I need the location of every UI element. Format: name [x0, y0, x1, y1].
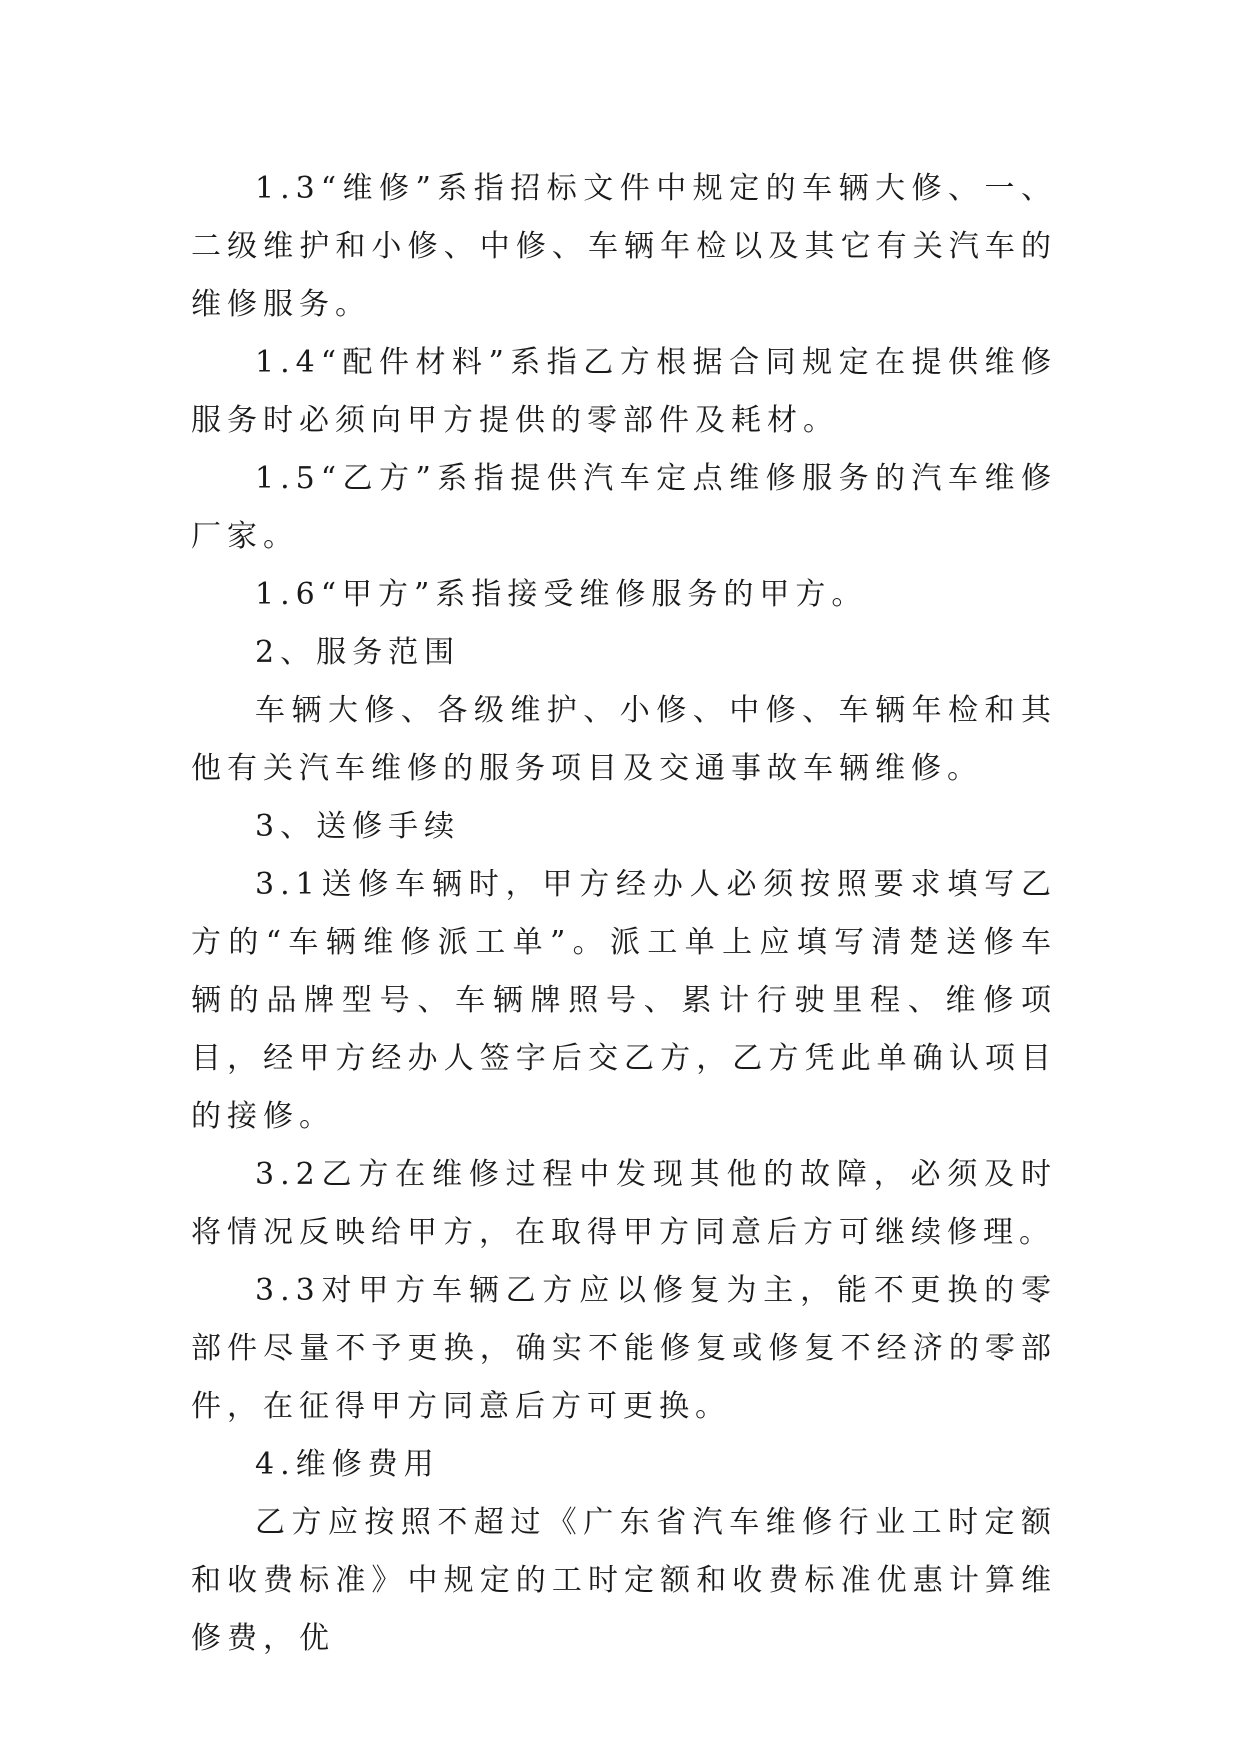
paragraph-3-3-repair-first: 3.3对甲方车辆乙方应以修复为主，能不更换的零部件尽量不予更换，确实不能修复或修复不经济的零部件，在征得甲方同意后方可更换。 — [191, 1273, 1057, 1424]
paragraph-1-5-party-b-definition: 1.5“乙方”系指提供汽车定点维修服务的汽车维修厂家。 — [191, 461, 1057, 554]
heading-repair-fees: 4.维修费用 — [255, 1447, 440, 1482]
paragraph-1-6-party-a-definition: 1.6“甲方”系指接受维修服务的甲方。 — [255, 577, 868, 612]
heading-repair-procedure: 3、送修手续 — [255, 809, 461, 844]
paragraph-3-1-work-order: 3.1送修车辆时，甲方经办人必须按照要求填写乙方的“车辆维修派工单”。派工单上应填写清楚送修车辆的品牌型号、车辆牌照号、累计行驶里程、维修项目，经甲方经办人签字后交乙方，乙方凭此单确认项目的接修。 — [191, 867, 1057, 1134]
heading-service-scope: 2、服务范围 — [255, 635, 461, 670]
paragraph-1-3-repair-definition: 1.3“维修”系指招标文件中规定的车辆大修、一、二级维护和小修、中修、车辆年检以及其它有关汽车的维修服务。 — [191, 171, 1057, 322]
paragraph-3-2-other-faults: 3.2乙方在维修过程中发现其他的故障，必须及时将情况反映给甲方，在取得甲方同意后方可继续修理。 — [191, 1157, 1057, 1250]
paragraph-repair-fees: 乙方应按照不超过《广东省汽车维修行业工时定额和收费标准》中规定的工时定额和收费标准优惠计算维修费，优 — [191, 1505, 1057, 1656]
paragraph-1-4-parts-definition: 1.4“配件材料”系指乙方根据合同规定在提供维修服务时必须向甲方提供的零部件及耗材。 — [191, 345, 1057, 438]
paragraph-service-scope: 车辆大修、各级维护、小修、中修、车辆年检和其他有关汽车维修的服务项目及交通事故车辆维修。 — [191, 693, 1057, 786]
document-body — [191, 160, 1057, 1668]
